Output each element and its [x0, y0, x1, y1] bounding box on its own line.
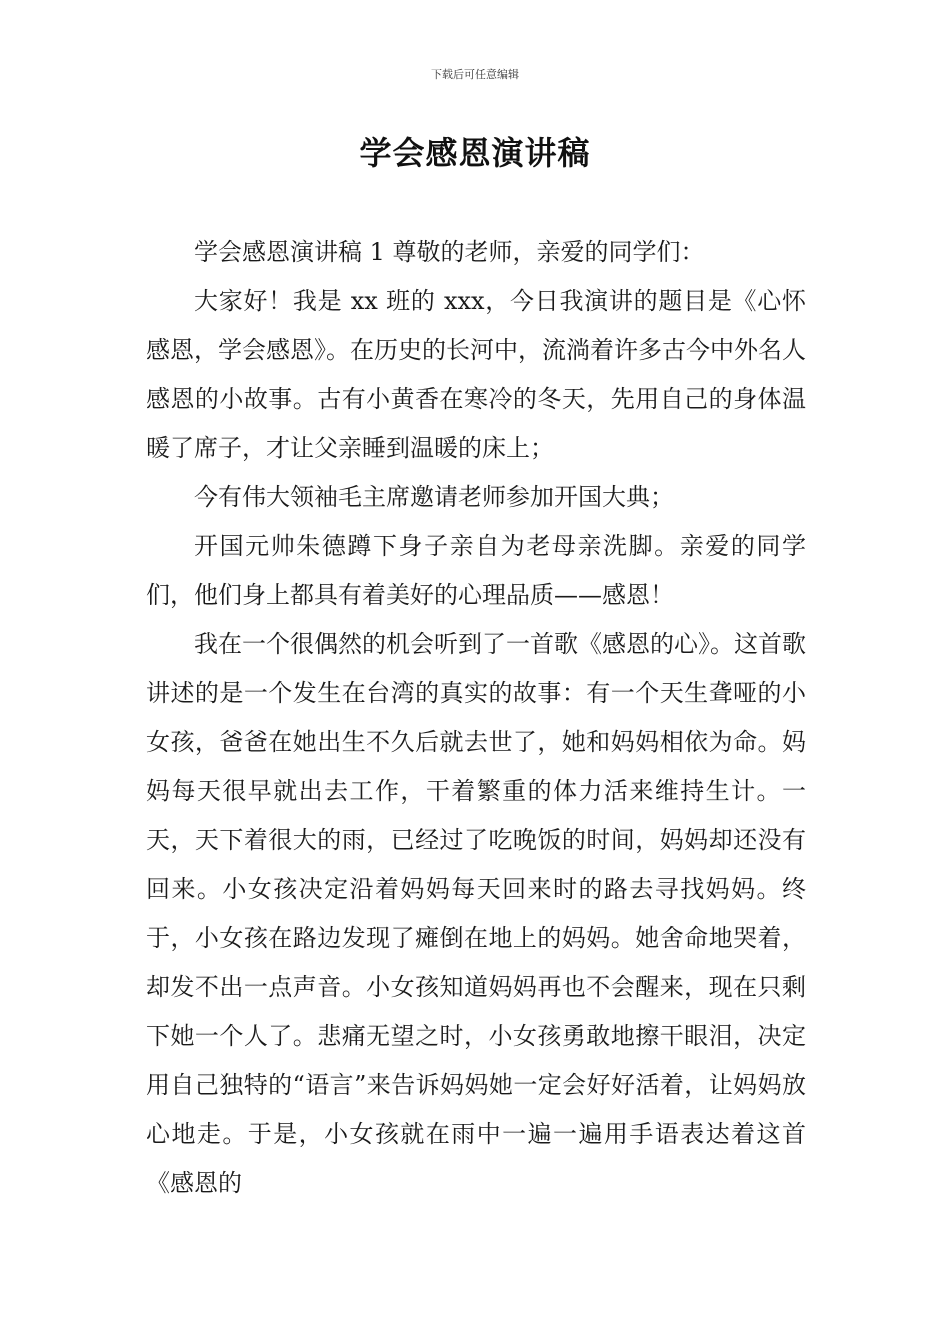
paragraph-mao: 今有伟大领袖毛主席邀请老师参加开国大典；	[194, 483, 674, 511]
paragraph-zhude: 开国元帅朱德蹲下身子亲自为老母亲洗脚。亲爱的同学们，他们身上都具有着美好的心理品质——感恩！	[146, 532, 806, 609]
page-title: 学会感恩演讲稿	[359, 134, 591, 172]
header-note: 下载后可任意编辑	[431, 68, 519, 81]
paragraph-story: 我在一个很偶然的机会听到了一首歌《感恩的心》。这首歌讲述的是一个发生在台湾的真实的故事：有一个天生聋哑的小女孩，爸爸在她出生不久后就去世了，她和妈妈相依为命。妈妈每天很早就出去工作，干着繁重的体力活来维持生计。一天，天下着很大的雨，已经过了吃晚饭的时间，妈妈却还没有回来。小女孩决定沿着妈妈每天回来时的路去寻找妈妈。终于，小女孩在路边发现了瘫倒在地上的妈妈。她舍命地哭着，却发不出一点声音。小女孩知道妈妈再也不会醒来，现在只剩下她一个人了。悲痛无望之时，小女孩勇敢地擦干眼泪，决定用自己独特的“语言”来告诉妈妈她一定会好好活着，让妈妈放心地走。于是，小女孩就在雨中一遍一遍用手语表达着这首《感恩的	[146, 630, 806, 1197]
document-body	[146, 228, 806, 1208]
paragraph-greeting: 学会感恩演讲稿 1 尊敬的老师，亲爱的同学们：	[194, 238, 705, 266]
paragraph-intro: 大家好！我是 xx 班的 xxx，今日我演讲的题目是《心怀感恩，学会感恩》。在历史的长河中，流淌着许多古今中外名人感恩的小故事。古有小黄香在寒冷的冬天，先用自己的身体温暖了席子，才让父亲睡到温暖的床上；	[146, 287, 806, 462]
